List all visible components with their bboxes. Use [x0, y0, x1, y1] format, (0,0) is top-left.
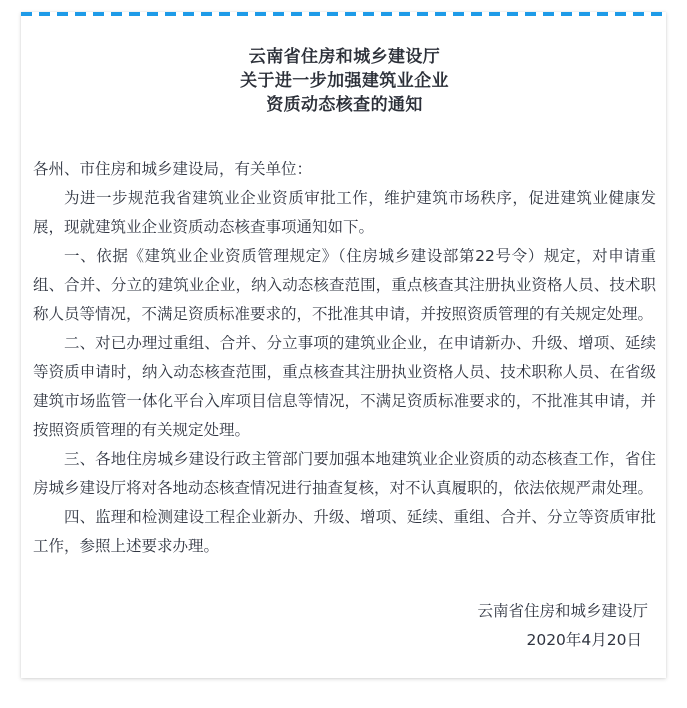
signature-block: [33, 597, 656, 655]
document-title: [33, 45, 656, 117]
issue-date: 2020年4月20日: [526, 631, 642, 649]
salutation-paragraph: 各州、市住房和城乡建设局，有关单位：: [33, 160, 313, 178]
title-line-1: 云南省住房和城乡建设厅: [248, 47, 441, 67]
title-line-2: 关于进一步加强建筑业企业: [240, 71, 449, 91]
article-paragraph-1: 一、依据《建筑业企业资质管理规定》（住房城乡建设部第22号令）规定，对申请重组、合并、分立的建筑业企业，纳入动态核查范围，重点核查其注册执业资格人员、技术职称人员等情况，不满足资质标准要求的，不批准其申请，并按照资质管理的有关规定处理。: [33, 247, 656, 323]
title-line-3: 资质动态核查的通知: [266, 95, 423, 115]
article-paragraph-4: 四、监理和检测建设工程企业新办、升级、增项、延续、重组、合并、分立等资质审批工作，参照上述要求办理。: [33, 508, 656, 555]
preamble-paragraph: 为进一步规范我省建筑业企业资质审批工作，维护建筑市场秩序，促进建筑业健康发展，现就建筑业企业资质动态核查事项通知如下。: [33, 189, 656, 236]
article-paragraph-2: 二、对已办理过重组、合并、分立事项的建筑业企业，在申请新办、升级、增项、延续等资质申请时，纳入动态核查范围，重点核查其注册执业资格人员、技术职称人员、在省级建筑市场监管一体化平台入库项目信息等情况，不满足资质标准要求的，不批准其申请，并按照资质管理的有关规定处理。: [33, 334, 656, 439]
document-content: [21, 12, 666, 678]
issuing-authority: 云南省住房和城乡建设厅: [477, 602, 648, 620]
document-body: [33, 155, 656, 561]
document-page: [21, 12, 666, 678]
article-paragraph-3: 三、各地住房城乡建设行政主管部门要加强本地建筑业企业资质的动态核查工作，省住房城乡建设厅将对各地动态核查情况进行抽查复核，对不认真履职的，依法依规严肃处理。: [33, 450, 656, 497]
